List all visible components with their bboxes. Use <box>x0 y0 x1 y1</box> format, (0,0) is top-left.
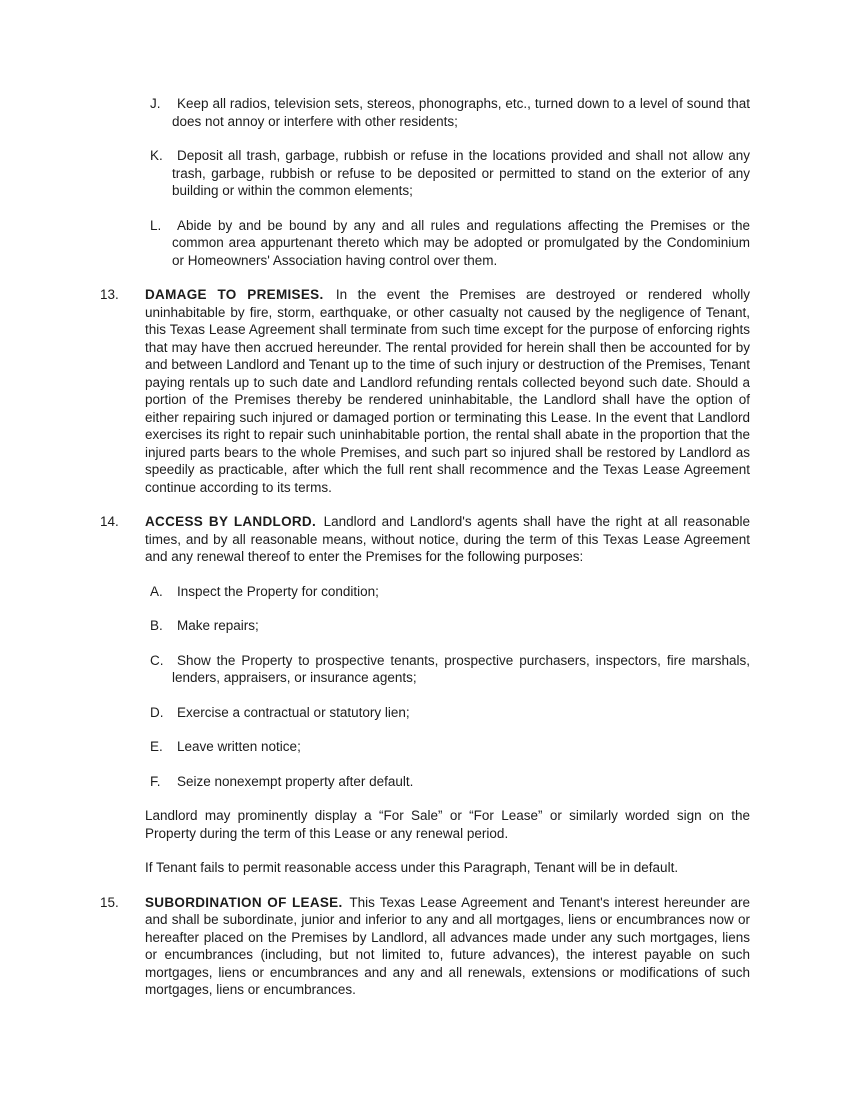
rules-item-k <box>100 147 750 200</box>
section-number: 13. <box>100 287 119 302</box>
section-body-text: This Texas Lease Agreement and Tenant's interest hereunder are and shall be subordinate, junior and inferior to any and all mortgages, liens or encumbrances now or hereafter placed on the Premises by Landlord, all advances made under any such mortgages, liens or encumbrances (including, but not limited to, future advances), the interest payable on such mortgages, liens or encumbrances and any and all renewals, extensions or modifications of such mortgages, liens or encumbrances. <box>145 894 750 997</box>
section-number: 14. <box>100 514 119 529</box>
section-paragraph <box>145 894 750 999</box>
section-access-by-landlord <box>100 513 750 877</box>
for-sale-sign-paragraph: Landlord may prominently display a “For Sale” or “For Lease” or similarly worded sign on the Property during the term of this Lease or any renewal period. <box>145 808 750 841</box>
section-body-text: In the event the Premises are destroyed or rendered wholly uninhabitable by fire, storm, earthquake, or other casualty not caused by the negligence of Tenant, this Texas Lease Agreement shall terminate from such time except for the purpose of enforcing rights that may have then accrued hereunder. The rental provided for herein shall then be accounted for by and between Landlord and Tenant up to the time of such injury or destruction of the Premises, Tenant paying rentals up to such date and Landlord refunding rentals collected beyond such date. Should a portion of the Premises thereby be rendered uninhabitable, the Landlord shall have the option of either repairing such injured or damaged portion or terminating this Lease. In the event that Landlord exercises its right to repair such uninhabitable portion, the rental shall abate in the proportion that the injured parts bears to the whole Premises, and such part so injured shall be restored by Landlord as speedily as practicable, after which the full rent shall recommence and the Texas Lease Agreement continue according to its terms. <box>145 287 750 495</box>
item-letter: A. <box>150 583 163 599</box>
item-letter: E. <box>150 739 163 754</box>
access-subitem-c <box>100 652 750 687</box>
item-letter: K. <box>150 148 163 163</box>
rules-item-l <box>100 217 750 270</box>
section-15-row <box>100 894 750 999</box>
access-default-paragraph: If Tenant fails to permit reasonable access under this Paragraph, Tenant will be in default. <box>145 860 679 875</box>
section-heading: DAMAGE TO PREMISES. <box>145 287 324 302</box>
item-text: Seize nonexempt property after default. <box>177 773 414 789</box>
section-paragraph <box>145 286 750 496</box>
access-subitem-f <box>100 773 750 791</box>
item-text: Inspect the Property for condition; <box>177 583 379 599</box>
item-letter: J. <box>150 96 161 111</box>
item-text: Deposit all trash, garbage, rubbish or refuse in the locations provided and shall not allow any trash, garbage, rubbish or refuse to be deposited or permitted to stand on the exterior of any building or within the common elements; <box>172 148 750 198</box>
rules-item-j <box>100 95 750 130</box>
section-damage-to-premises <box>100 286 750 496</box>
item-text: Abide by and be bound by any and all rules and regulations affecting the Premises or the common area appurtenant thereto which may be adopted or promulgated by the Condominium or Homeowners' Association having control over them. <box>172 217 750 268</box>
item-text: Leave written notice; <box>177 739 301 754</box>
item-letter: D. <box>150 704 164 720</box>
item-text: Exercise a contractual or statutory lien; <box>177 704 410 720</box>
section-heading: ACCESS BY LANDLORD. <box>145 514 317 529</box>
section-body-text: Landlord and Landlord's agents shall have the right at all reasonable times, and by all reasonable means, without notice, during the term of this Texas Lease Agreement and any renewal thereof to enter the Premises for the following purposes: <box>145 514 750 564</box>
item-text: Show the Property to prospective tenants, prospective purchasers, inspectors, fire marshals, lenders, appraisers, or insurance agents; <box>172 652 750 685</box>
item-letter: L. <box>150 217 162 233</box>
access-subitem-d <box>100 704 750 722</box>
access-subitem-a <box>100 583 750 601</box>
section-paragraph <box>145 513 750 566</box>
item-letter: F. <box>150 773 161 789</box>
item-text: Keep all radios, television sets, stereos, phonographs, etc., turned down to a level of sound that does not annoy or interfere with other residents; <box>172 96 750 129</box>
section-subordination-of-lease <box>100 894 750 999</box>
item-text: Make repairs; <box>177 618 259 633</box>
section-14-row <box>100 513 750 566</box>
lease-rules-list-continuation <box>100 95 750 269</box>
item-letter: B. <box>150 618 163 633</box>
section-number: 15. <box>100 894 119 910</box>
access-purposes-list <box>100 583 750 791</box>
section-heading: SUBORDINATION OF LEASE. <box>145 894 343 910</box>
item-letter: C. <box>150 652 164 668</box>
access-subitem-b <box>100 617 750 635</box>
access-subitem-e <box>100 738 750 756</box>
section-13-row <box>100 286 750 496</box>
